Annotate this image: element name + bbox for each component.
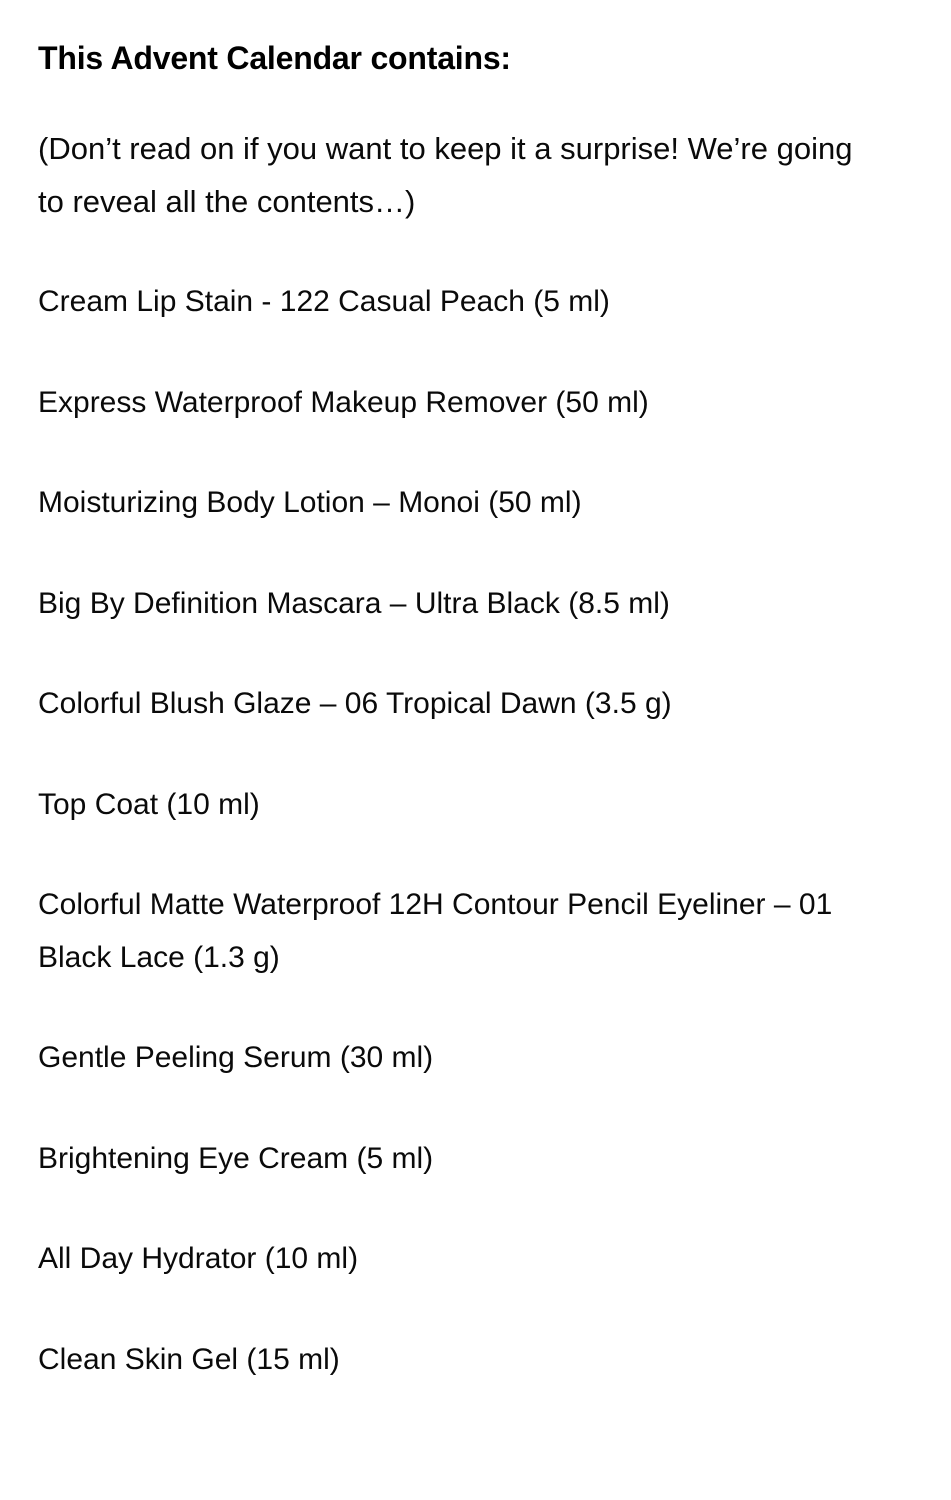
- page-title: This Advent Calendar contains:: [38, 40, 511, 76]
- list-item: Big By Definition Mascara – Ultra Black (8.5 ml): [38, 586, 670, 620]
- list-item: Colorful Blush Glaze – 06 Tropical Dawn (3.5 g): [38, 687, 672, 721]
- list-item: Cream Lip Stain - 122 Casual Peach (5 ml): [38, 285, 610, 319]
- list-item: Brightening Eye Cream (5 ml): [38, 1141, 434, 1175]
- list-item: Gentle Peeling Serum (30 ml): [38, 1041, 434, 1075]
- list-item: All Day Hydrator (10 ml): [38, 1242, 359, 1276]
- list-item: Express Waterproof Makeup Remover (50 ml): [38, 385, 649, 419]
- spoiler-note: (Don’t read on if you want to keep it a surprise! We’re going to reveal all the contents…): [38, 130, 853, 219]
- list-item: Moisturizing Body Lotion – Monoi (50 ml): [38, 486, 582, 520]
- list-item: Top Coat (10 ml): [38, 787, 260, 821]
- list-item: Colorful Matte Waterproof 12H Contour Pencil Eyeliner – 01 Black Lace (1.3 g): [38, 888, 833, 974]
- list-item: Clean Skin Gel (15 ml): [38, 1342, 340, 1376]
